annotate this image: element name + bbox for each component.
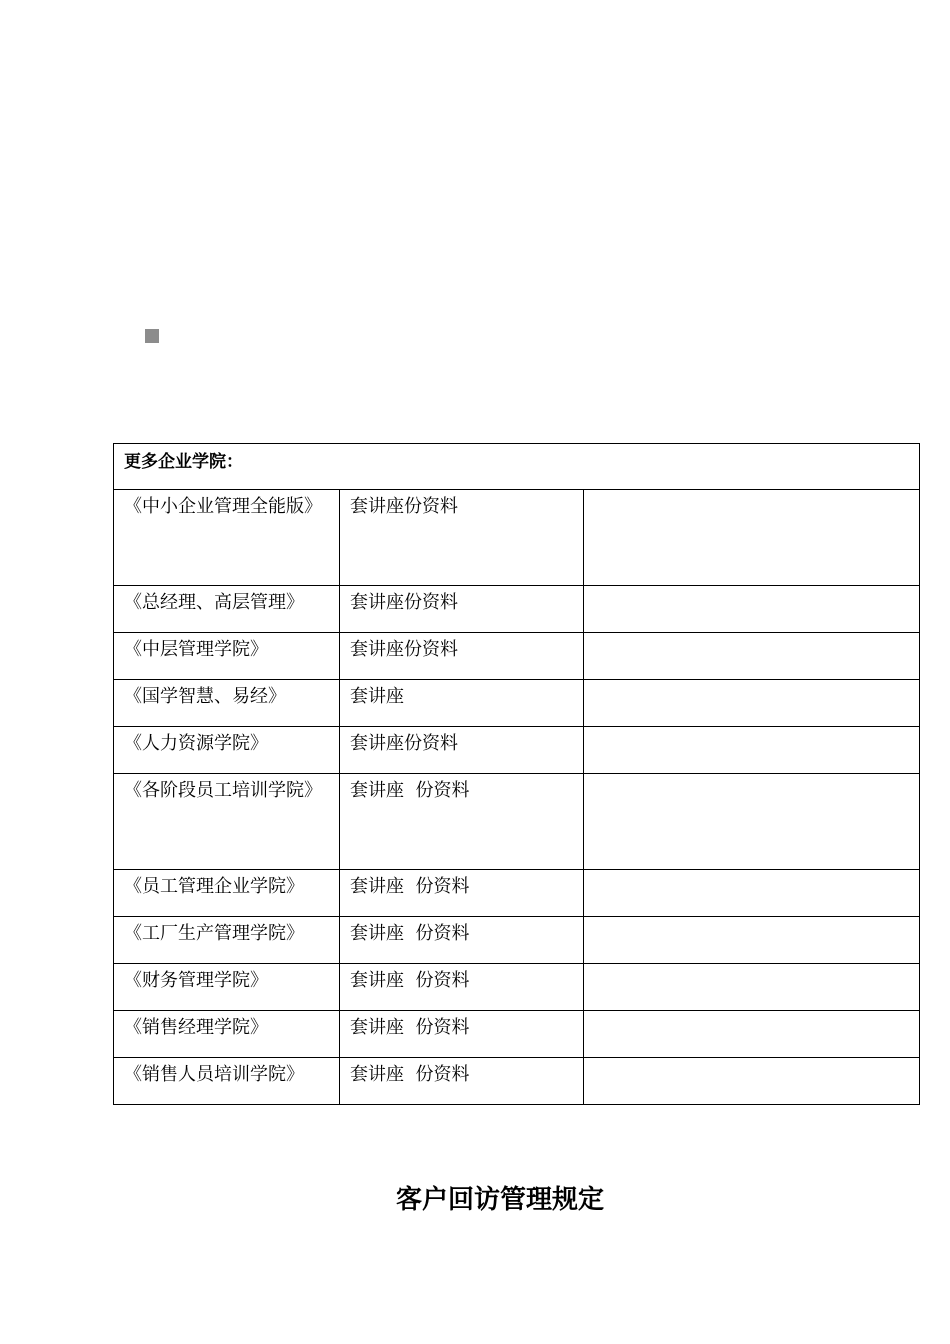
course-name: 《人力资源学院》: [114, 727, 340, 774]
table-row: [114, 917, 920, 964]
course-name: 《国学智慧、易经》: [114, 680, 340, 727]
course-name: 《各阶段员工培训学院》: [124, 780, 322, 801]
course-type: 套讲座: [340, 680, 584, 727]
document-title: 客户回访管理规定: [395, 1185, 604, 1215]
table-row: [114, 870, 920, 917]
course-type: 套讲座 份资料: [340, 1011, 584, 1058]
course-name: 《中小企业管理全能版》: [124, 496, 322, 517]
course-type: 套讲座份资料: [340, 586, 584, 633]
course-name: 《财务管理学院》: [114, 964, 340, 1011]
course-name: 《销售经理学院》: [114, 1011, 340, 1058]
course-note: [584, 1058, 920, 1105]
table-row: [114, 774, 920, 870]
course-type: 套讲座份资料: [340, 490, 584, 586]
course-type: 套讲座 份资料: [340, 964, 584, 1011]
table-row: [114, 633, 920, 680]
table-row: [114, 586, 920, 633]
table-row: [114, 964, 920, 1011]
table-row: [114, 1058, 920, 1105]
course-type: 套讲座 份资料: [340, 917, 584, 964]
course-note: [584, 917, 920, 964]
table-row: [114, 490, 920, 586]
course-name: 《销售人员培训学院》: [114, 1058, 340, 1105]
course-name: 《总经理、高层管理》: [114, 586, 340, 633]
course-name: 《工厂生产管理学院》: [114, 917, 340, 964]
table-row: [114, 680, 920, 727]
course-note: [584, 964, 920, 1011]
course-note: [584, 870, 920, 917]
course-type: 套讲座 份资料: [340, 1058, 584, 1105]
course-type: 套讲座 份资料: [340, 870, 584, 917]
course-note: [584, 490, 920, 586]
course-name: 《员工管理企业学院》: [114, 870, 340, 917]
table-row: [114, 1011, 920, 1058]
course-note: [584, 727, 920, 774]
course-note: [584, 633, 920, 680]
course-type: 套讲座 份资料: [340, 774, 584, 870]
course-note: [584, 774, 920, 870]
course-note: [584, 1011, 920, 1058]
course-name: 《中层管理学院》: [114, 633, 340, 680]
more-academies-table: [113, 443, 920, 1105]
course-note: [584, 586, 920, 633]
course-type: 套讲座份资料: [340, 727, 584, 774]
course-note: [584, 680, 920, 727]
bullet-square-icon: [145, 329, 159, 343]
table-header: 更多企业学院：: [114, 444, 920, 490]
course-type: 套讲座份资料: [340, 633, 584, 680]
